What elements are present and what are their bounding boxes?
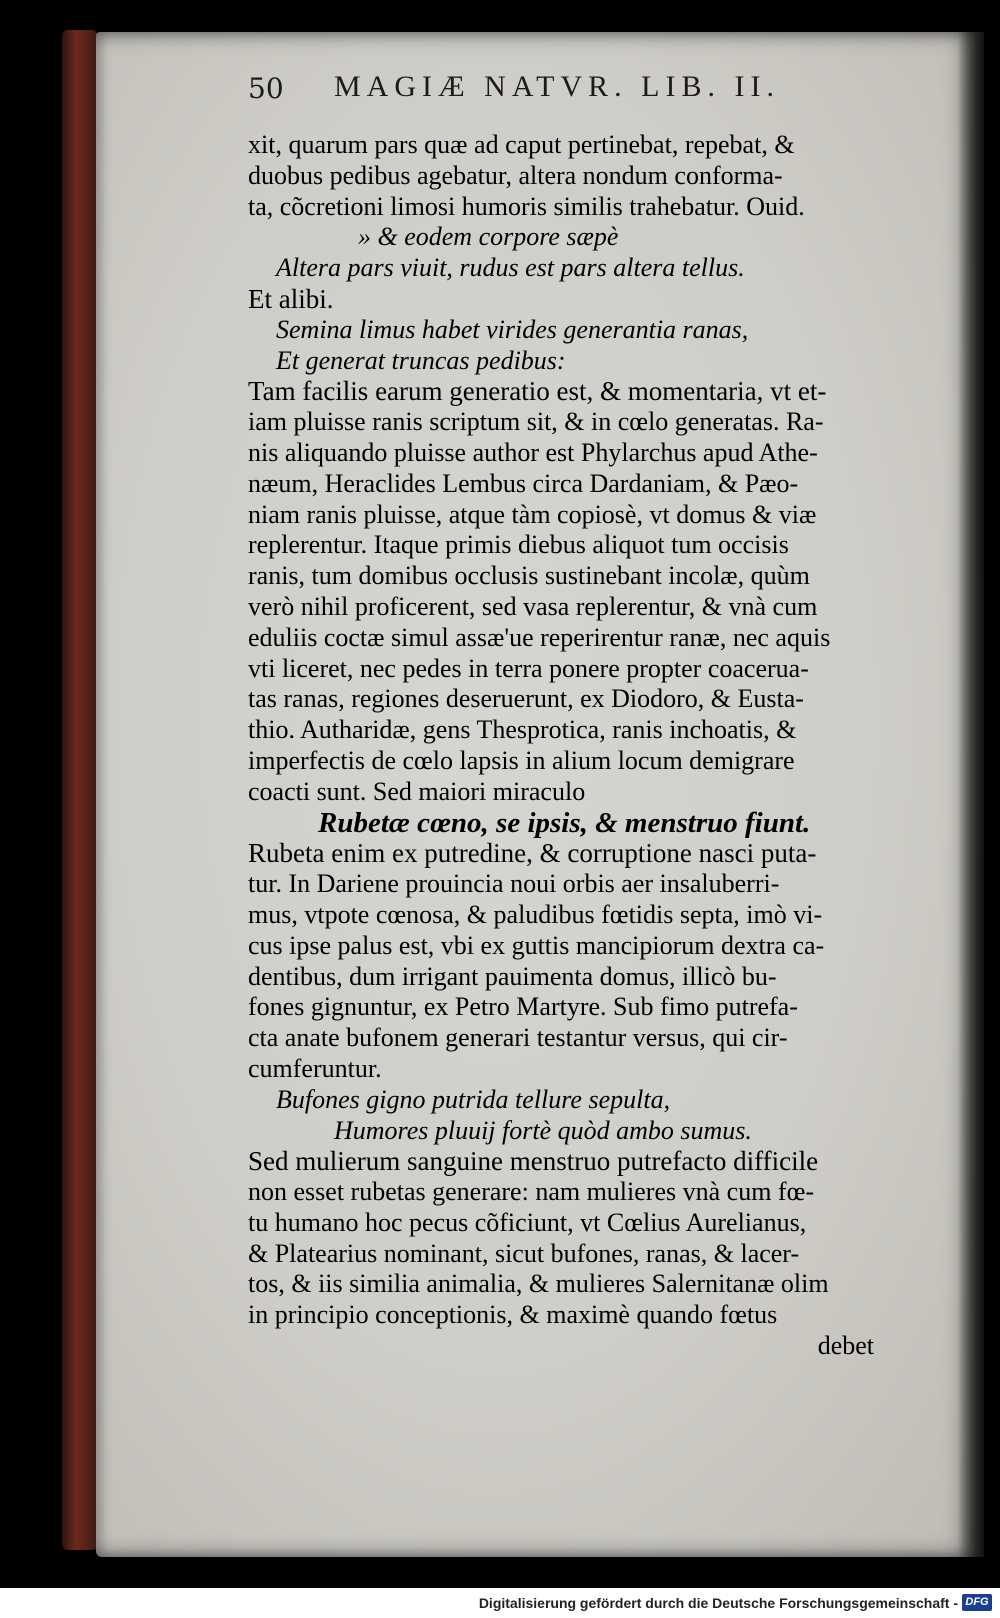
text-line: cus ipse palus est, vbi ex guttis mancipiorum dextra ca- [248, 930, 825, 960]
running-head: MAGIÆ NATVR. LIB. II. [334, 70, 780, 103]
page-header [248, 70, 808, 116]
body-text [248, 130, 888, 1362]
funding-notice: Digitalisierung gefördert durch die Deutsche Forschungsgemeinschaft - [478, 1595, 958, 1611]
text-line: imperfectis de cœlo lapsis in alium locum demigrare [248, 745, 795, 775]
text-line: verò nihil proficerent, sed vasa replerentur, & vnà cum [248, 591, 818, 621]
text-line: nis aliquando pluisse author est Phylarchus apud Athe- [248, 437, 818, 467]
text-line: non esset rubetas generare: nam mulieres vnà cum fœ- [248, 1177, 815, 1207]
text-line: in principio conceptionis, & maximè quando fœtus [248, 1300, 778, 1330]
text-line: iam pluisse ranis scriptum sit, & in cœlo generatas. Ra- [248, 407, 824, 437]
text-line: cumferuntur. [248, 1053, 382, 1083]
footer-bar [0, 1588, 1000, 1618]
text-line: & Platearius nominant, sicut bufones, ranas, & lacer- [248, 1238, 800, 1268]
text-line: » & eodem corpore sæpè [358, 222, 619, 252]
text-line: Altera pars viuit, rudus est pars altera tellus. [276, 253, 745, 283]
text-line: ta, cõcretioni limosi humoris similis trahebatur. Ouid. [248, 191, 805, 221]
text-line: tos, & iis similia animalia, & mulieres Salernitanæ olim [248, 1269, 829, 1299]
text-line: niam ranis pluisse, atque tàm copiosè, vt domus & viæ [248, 499, 817, 529]
text-line: duobus pedibus agebatur, altera nondum conforma- [248, 160, 783, 190]
text-line: replerentur. Itaque primis diebus aliquot tum occisis [248, 530, 789, 560]
text-line: Rubetæ cœno, se ipsis, & menstruo fiunt. [318, 806, 811, 839]
text-line: eduliis coctæ simul assæ'ue reperirentur ranæ, nec aquis [248, 622, 831, 652]
text-line: fones gignuntur, ex Petro Martyre. Sub fimo putrefa- [248, 992, 798, 1022]
text-line: vti liceret, nec pedes in terra ponere propter coaceruа- [248, 653, 809, 683]
dfg-logo-icon: DFG [962, 1594, 992, 1611]
text-line: Tam facilis earum generatio est, & momentaria, vt et- [248, 376, 827, 407]
text-line: thio. Autharidæ, gens Thesprotica, ranis inchoatis, & [248, 715, 797, 745]
text-line: Et generat truncas pedibus: [276, 345, 566, 375]
text-line: næum, Heraclides Lembus circa Dardaniam, & Pæo- [248, 468, 799, 498]
page-number: 50 [248, 72, 284, 105]
text-line: debet [817, 1331, 874, 1361]
text-line: Sed mulierum sanguine menstruo putrefacto difficile [248, 1146, 819, 1177]
text-line: Rubeta enim ex putredine, & corruptione nasci puta- [248, 838, 817, 869]
book-edge [62, 30, 98, 1550]
text-line: Semina limus habet virides generantia ranas, [276, 314, 749, 344]
text-line: xit, quarum pars quæ ad caput pertinebat, repebat, & [248, 130, 795, 159]
text-line: tur. In Dariene prouincia noui orbis aer insaluberri- [248, 869, 780, 899]
text-line: ranis, tum domibus occlusis sustinebant incolæ, quùm [248, 561, 810, 591]
text-line: tas ranas, regiones deseruerunt, ex Diodoro, & Eusta- [248, 684, 804, 714]
text-line: cta anate bufonem generari testantur versus, qui cir- [248, 1023, 788, 1053]
text-line: Humores pluuij fortè quòd ambo sumus. [334, 1115, 752, 1145]
text-line: coacti sunt. Sed maiori miraculo [248, 776, 586, 806]
text-line: mus, vtpote cœnosa, & paludibus fœtidis septa, imò vi- [248, 899, 823, 929]
text-line: dentibus, dum irrigant pauimenta domus, illicò bu- [248, 961, 777, 991]
text-line: Bufones gigno putrida tellure sepulta, [276, 1084, 671, 1114]
text-line: Et alibi. [248, 283, 334, 314]
text-line: tu humano hoc pecus cõficiunt, vt Cœlius Aurelianus, [248, 1207, 807, 1237]
page-gutter-shadow [958, 32, 984, 1557]
